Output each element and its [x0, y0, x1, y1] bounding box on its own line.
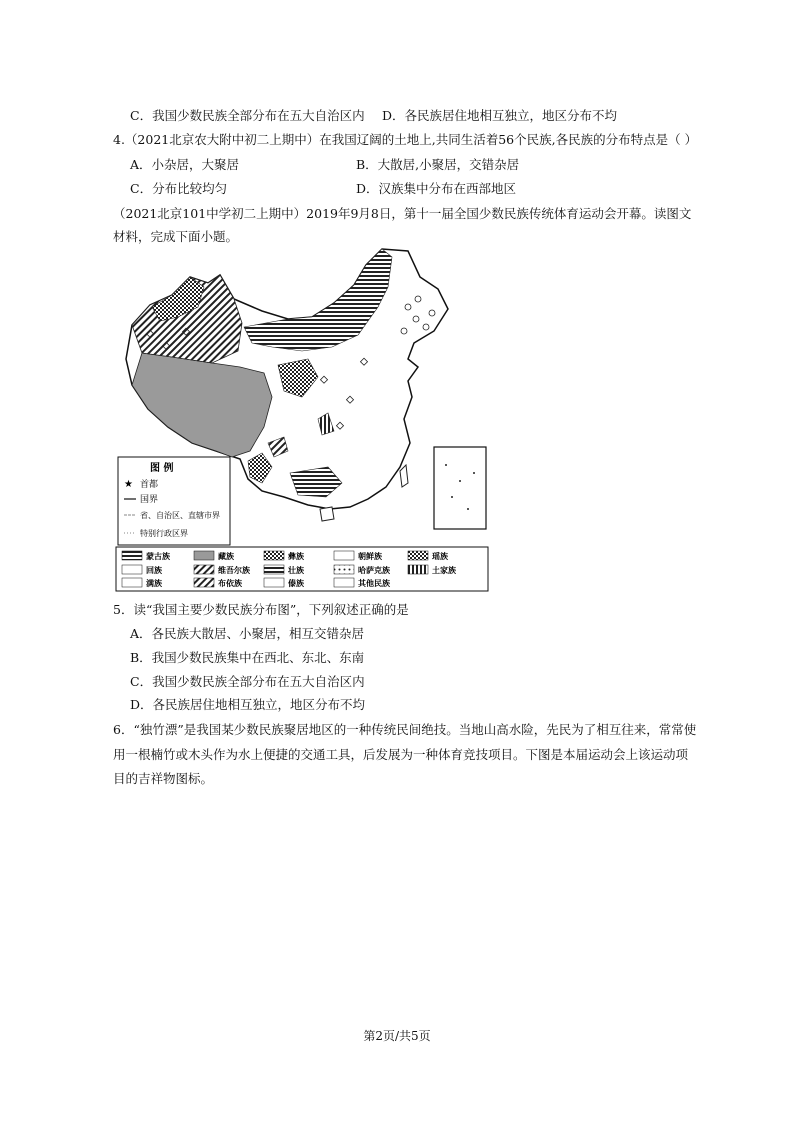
legend-zang: 藏族 [218, 552, 234, 561]
q5-option-b: B．我国少数民族集中在西北、东北、东南 [130, 650, 365, 665]
legend-yao: 瑶族 [432, 552, 448, 561]
q4-stem: 4.（2021北京农大附中初二上期中）在我国辽阔的土地上,共同生活着56个民族,各民族的分布特点是（ ） [113, 132, 698, 147]
legend-weiwuer: 维吾尔族 [218, 566, 250, 575]
legend-man: 满族 [146, 579, 162, 588]
page-footer: 第2页/共5页 [363, 1029, 431, 1043]
q5-stem: 5．读“我国主要少数民族分布图”，下列叙述正确的是 [113, 602, 409, 617]
svg-text:★: ★ [124, 479, 133, 490]
q5-option-c: C．我国少数民族全部分布在五大自治区内 [130, 674, 365, 689]
legend-other: 其他民族 [358, 579, 390, 588]
q5-option-a: A．各民族大散居、小聚居，相互交错杂居 [130, 626, 365, 641]
legend-sar: 特别行政区界 [140, 529, 188, 538]
legend-chaoxian: 朝鲜族 [358, 552, 382, 561]
q6-line-3: 目的吉祥物图标。 [113, 771, 214, 786]
legend-buyi: 布依族 [218, 579, 242, 588]
south-sea-inset [434, 447, 486, 529]
q3-option-d: D．各民族居住地相互独立，地区分布不均 [382, 108, 618, 123]
q6-line-2: 用一根楠竹或木头作为水上便捷的交通工具，后发展为一种体育竞技项目。下图是本届运动会上该运动项 [113, 747, 689, 762]
legend-title: 图 例 [150, 463, 174, 474]
q4-option-b: B．大散居,小聚居，交错杂居 [356, 157, 520, 172]
ethnic-distribution-map [112, 247, 490, 593]
hainan [320, 507, 334, 521]
material-line-1: （2021北京101中学初二上期中）2019年9月8日，第十一届全国少数民族传统体育运动会开幕。读图文 [113, 206, 692, 221]
q4-option-d: D．汉族集中分布在西部地区 [356, 181, 517, 196]
q3-option-c: C．我国少数民族全部分布在五大自治区内 [130, 108, 365, 123]
legend-tujia: 土家族 [432, 566, 456, 575]
taiwan [400, 465, 408, 487]
legend-yi: 彝族 [288, 552, 304, 561]
legend-dai: 傣族 [288, 579, 304, 588]
legend-menggu: 蒙古族 [146, 552, 170, 561]
legend-province: 省、自治区、直辖市界 [140, 511, 220, 520]
legend-zhuang: 壮族 [288, 566, 304, 575]
legend-border: 国界 [140, 495, 159, 505]
q5-option-d: D．各民族居住地相互独立，地区分布不均 [130, 697, 366, 712]
q4-option-a: A．小杂居，大聚居 [130, 157, 240, 172]
q6-line-1: 6．“独竹漂”是我国某少数民族聚居地区的一种传统民间绝技。当地山高水险，先民为了相互往来，常常使 [113, 722, 697, 737]
legend-capital: 首都 [140, 480, 159, 490]
material-line-2: 材料，完成下面小题。 [113, 229, 239, 244]
legend-hui: 回族 [146, 566, 162, 575]
q4-option-c: C．分布比较均匀 [130, 181, 228, 196]
legend-hasake: 哈萨克族 [358, 566, 390, 575]
